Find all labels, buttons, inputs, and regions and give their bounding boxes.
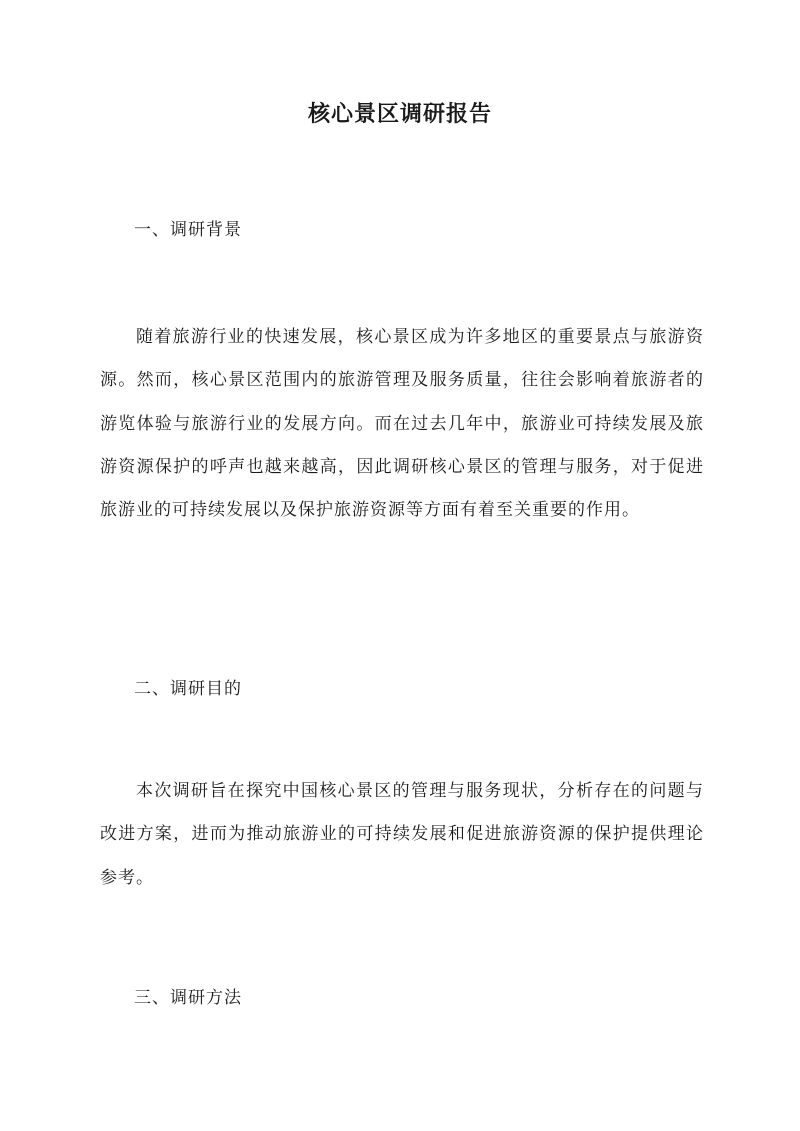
section-heading-purpose: 二、调研目的: [134, 679, 242, 699]
section-heading-method: 三、调研方法: [134, 988, 242, 1008]
document-title: 核心景区调研报告: [307, 101, 492, 127]
section-paragraph-background: 随着旅游行业的快速发展，核心景区成为许多地区的重要景点与旅游资源。然而，核心景区范围内的旅游管理及服务质量，往往会影响着旅游者的游览体验与旅游行业的发展方向。而在过去几年中，旅游业可持续发展及旅游资源保护的呼声也越来越高，因此调研核心景区的管理与服务，对于促进旅游业的可持续发展以及保护旅游资源等方面有着至关重要的作用。: [100, 327, 704, 521]
section-heading-background: 一、调研背景: [134, 220, 242, 240]
section-paragraph-purpose: 本次调研旨在探究中国核心景区的管理与服务现状，分析存在的问题与改进方案，进而为推动旅游业的可持续发展和促进旅游资源的保护提供理论参考。: [100, 781, 704, 888]
